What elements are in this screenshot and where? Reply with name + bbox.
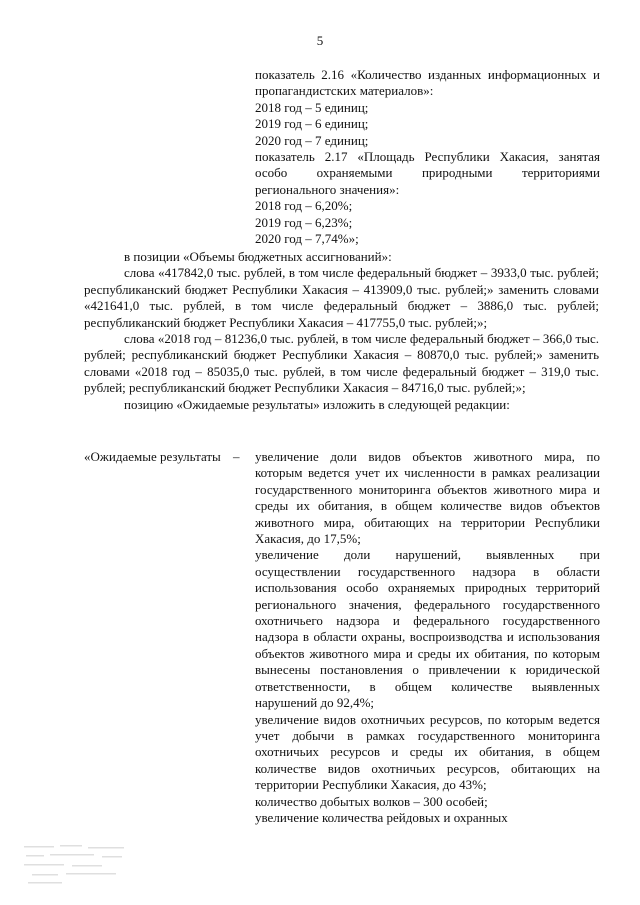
indicator-value: 2018 год – 5 единиц; (255, 99, 369, 115)
indicator-value: 2018 год – 6,20%; (255, 198, 353, 214)
result-item: увеличение видов охотничьих ресурсов, по которым ведется учет добычи в рамках государственного мониторинга охотничьих ресурсов и среды их обитания, в общем количестве видов охотничьих ресурсов, обитающих на территории Республики Хакасия, до 43%; (255, 711, 600, 793)
result-item: количество добытых волков – 300 особей; (255, 793, 488, 809)
page-number: 5 (316, 33, 324, 48)
result-item: увеличение доли видов объектов животного мира, по которым ведется учет их численности в рамках реализации государственного мониторинга объектов животного мира и среды их обитания, в общем количестве видов объектов животного мира, обитающих на территории Республики Хакасия, до 17,5%; (255, 449, 600, 547)
faint-stamp-mark (22, 842, 132, 886)
results-dash: – (233, 449, 240, 464)
result-item: увеличение доли нарушений, выявленных при осуществлении государственного надзора в области использования особо охраняемых природных территорий регионального значения, федерального государственного охотничьего надзора и федерального государственного надзора в области охраны, воспроизводства и использования объектов животного мира и среды их обитания, по которым вынесены постановления о привлечении к юридической ответственности, в общем количестве выявленных нарушений до 92,4%; (255, 547, 600, 711)
paragraph: позицию «Ожидаемые результаты» изложить в следующей редакции: (124, 396, 510, 412)
indicator-2-17: показатель 2.17 «Площадь Республики Хакасия, занятая особо охраняемыми природными территориями регионального значения»: (255, 149, 600, 197)
indicators-block (255, 67, 600, 247)
results-list (255, 449, 600, 826)
paragraph: в позиции «Объемы бюджетных ассигнований»: (124, 249, 392, 264)
indicator-value: 2020 год – 7 единиц; (255, 132, 369, 148)
indicator-value: 2019 год – 6 единиц; (255, 116, 369, 132)
indicator-2-16: показатель 2.16 «Количество изданных информационных и пропагандистских материалов»: (255, 67, 600, 99)
indicator-value: 2020 год – 7,74%»; (255, 231, 359, 247)
result-item: увеличение количества рейдовых и охранных (255, 809, 508, 825)
indicator-value: 2019 год – 6,23%; (255, 214, 353, 230)
amendments-block (84, 249, 599, 413)
paragraph: слова «417842,0 тыс. рублей, в том числе федеральный бюджет – 3933,0 тыс. рублей; республиканский бюджет Республики Хакасия – 413909,0 тыс. рублей;» заменить словами «421641,0 тыс. рублей, в том числе федеральный бюджет – 3886,0 тыс. рублей; республиканский бюджет Республики Хакасия – 417755,0 тыс. рублей;»; (84, 265, 599, 330)
results-label: «Ожидаемые результаты (84, 449, 221, 464)
paragraph: слова «2018 год – 81236,0 тыс. рублей, в том числе федеральный бюджет – 366,0 тыс. рублей; республиканский бюджет Республики Хакасия – 80870,0 тыс. рублей;» заменить словами «2018 год – 85035,0 тыс. рублей, в том числе федеральный бюджет – 319,0 тыс. рублей; республиканский бюджет Республики Хакасия – 84716,0 тыс. рублей;»; (84, 331, 599, 396)
